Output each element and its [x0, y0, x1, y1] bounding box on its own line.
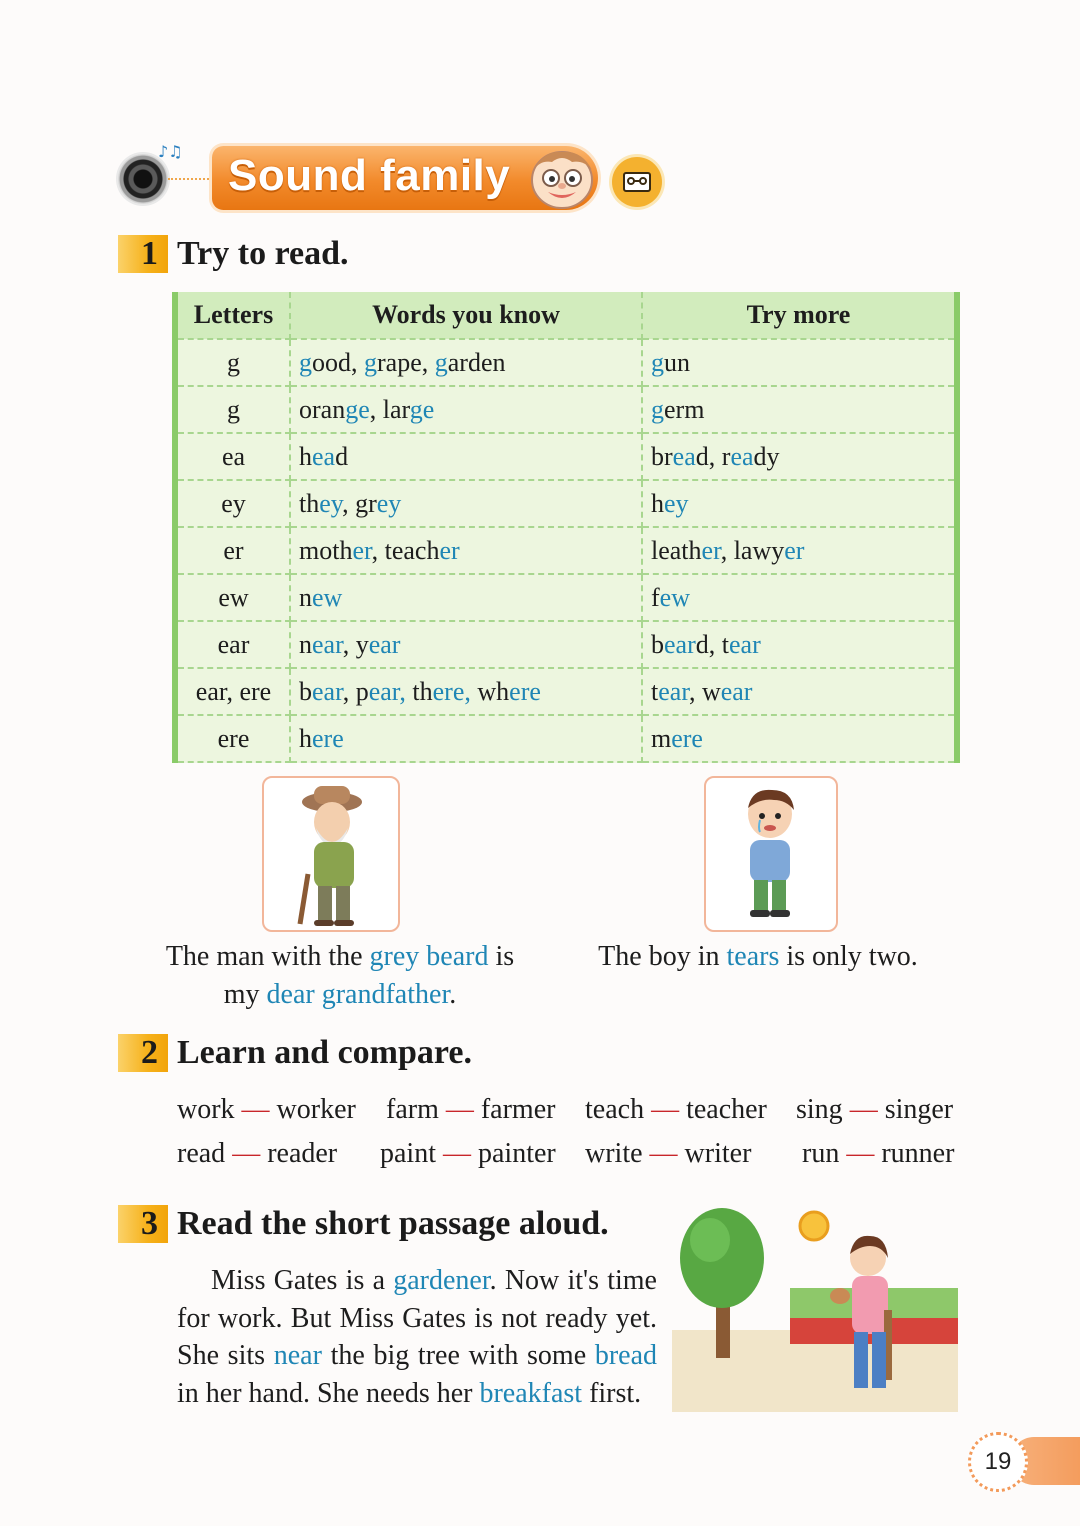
table-row: [178, 574, 954, 621]
try-more-cell: [642, 574, 954, 621]
caption-text: is: [488, 941, 515, 972]
word-highlight: ear: [664, 629, 696, 659]
word-text: b: [651, 629, 664, 659]
compare-pair: [796, 1094, 953, 1126]
word-text: oran: [299, 394, 346, 424]
base-word: farm: [386, 1094, 439, 1125]
words-you-know-cell: [290, 715, 642, 762]
base-word: read: [177, 1138, 226, 1169]
word-text: ood,: [312, 347, 364, 377]
letters-cell: ear, ere: [178, 668, 290, 715]
grandfather-picture: [262, 776, 400, 932]
word-text: th: [299, 488, 320, 518]
sound-table: [172, 292, 960, 763]
passage-paragraph: [177, 1262, 657, 1412]
boy-illustration: [706, 778, 836, 930]
caption-highlight: grey beard: [369, 941, 489, 972]
compare-pair: [386, 1094, 555, 1126]
try-more-cell: [642, 433, 954, 480]
word-highlight: er: [352, 535, 372, 565]
words-you-know-cell: [290, 527, 642, 574]
words-you-know-cell: [290, 621, 642, 668]
words-you-know-cell: [290, 480, 642, 527]
letters-cell: ey: [178, 480, 290, 527]
word-highlight: ere,: [432, 676, 471, 706]
dash-separator: —: [225, 1138, 268, 1169]
garden-illustration: [672, 1200, 958, 1412]
word-text: f: [651, 582, 660, 612]
base-word: paint: [380, 1138, 436, 1169]
cartoon-face-icon: [524, 146, 600, 212]
derived-word: singer: [884, 1094, 954, 1125]
table-row: [178, 715, 954, 762]
letters-cell: ew: [178, 574, 290, 621]
passage-text: first.: [582, 1377, 642, 1409]
word-text: , gr: [342, 488, 377, 518]
word-highlight: ere: [509, 676, 541, 706]
word-highlight: ey: [664, 488, 689, 518]
dash-separator: —: [842, 1094, 885, 1125]
dash-separator: —: [839, 1138, 882, 1169]
word-highlight: ere: [671, 723, 703, 753]
letters-cell: ere: [178, 715, 290, 762]
word-highlight: g: [651, 347, 664, 377]
section-1-title: Try to read.: [177, 235, 349, 272]
word-highlight: ea: [672, 441, 696, 471]
caption-text: .: [449, 979, 457, 1010]
base-word: sing: [796, 1094, 843, 1125]
word-text: , teach: [371, 535, 440, 565]
word-text: , lawy: [720, 535, 785, 565]
derived-word: writer: [684, 1138, 752, 1169]
speaker-icon[interactable]: [118, 154, 168, 204]
try-more-cell: [642, 339, 954, 386]
caption-text: is only two.: [779, 941, 918, 972]
word-text: t: [651, 676, 659, 706]
word-highlight: ear: [368, 629, 401, 659]
compare-pair: [585, 1094, 767, 1126]
caption-text: The man with the: [165, 941, 370, 972]
caption-highlight: tears: [726, 941, 780, 972]
column-header-words-you-know: Words you know: [290, 292, 642, 339]
column-header-try-more: Try more: [642, 292, 954, 339]
derived-word: runner: [881, 1138, 955, 1169]
page-number: 19: [968, 1432, 1028, 1492]
words-you-know-cell: [290, 433, 642, 480]
base-word: work: [177, 1094, 235, 1125]
word-text: rape,: [377, 347, 435, 377]
try-more-cell: [642, 668, 954, 715]
word-text: h: [651, 488, 664, 518]
compare-pair: [177, 1094, 356, 1126]
word-highlight: g: [364, 347, 377, 377]
reading-passage: [177, 1262, 657, 1412]
dash-separator: —: [438, 1094, 481, 1125]
base-word: run: [802, 1138, 840, 1169]
word-text: leath: [651, 535, 702, 565]
table-row: [178, 480, 954, 527]
passage-highlight: bread: [594, 1340, 657, 1371]
word-highlight: g: [299, 347, 312, 377]
word-highlight: er: [439, 535, 460, 565]
try-more-cell: [642, 527, 954, 574]
letters-cell: g: [178, 339, 290, 386]
passage-text: Miss Gates is a: [211, 1265, 394, 1296]
passage-highlight: breakfast: [479, 1377, 583, 1409]
words-you-know-cell: [290, 339, 642, 386]
music-note-icon: ♪♫: [158, 142, 183, 161]
table-row: [178, 527, 954, 574]
table-header-row: [178, 292, 954, 339]
word-text: erm: [664, 394, 705, 424]
compare-pair: [380, 1138, 556, 1170]
try-more-cell: [642, 480, 954, 527]
word-highlight: ew: [312, 582, 343, 612]
derived-word: painter: [478, 1138, 556, 1169]
derived-word: reader: [267, 1138, 338, 1169]
grandfather-caption: [150, 938, 530, 1014]
try-more-cell: [642, 621, 954, 668]
section-2-number: 2: [118, 1034, 168, 1072]
compare-pair: [585, 1138, 751, 1170]
word-highlight: ge: [345, 394, 370, 424]
dash-separator: —: [234, 1094, 277, 1125]
word-highlight: er: [784, 535, 805, 565]
letters-cell: ea: [178, 433, 290, 480]
word-text: , w: [688, 676, 721, 706]
letters-cell: g: [178, 386, 290, 433]
word-highlight: ear: [312, 676, 343, 706]
word-text: moth: [299, 535, 353, 565]
table-row: [178, 386, 954, 433]
table-row: [178, 433, 954, 480]
word-text: n: [299, 629, 312, 659]
word-text: d: [335, 441, 349, 471]
table-row: [178, 339, 954, 386]
word-text: , lar: [369, 394, 410, 424]
table-row: [178, 668, 954, 715]
try-more-cell: [642, 386, 954, 433]
table-body: [178, 339, 954, 762]
passage-text: in her hand. She needs her: [177, 1377, 480, 1409]
column-header-letters: Letters: [178, 292, 290, 339]
word-text: th: [405, 676, 433, 706]
words-you-know-cell: [290, 574, 642, 621]
derived-word: farmer: [480, 1094, 556, 1125]
word-text: br: [651, 441, 673, 471]
section-1-number: 1: [118, 235, 168, 273]
word-text: , p: [342, 676, 369, 706]
word-highlight: ear,: [368, 676, 406, 706]
section-3-number: 3: [118, 1205, 168, 1243]
word-highlight: ge: [409, 394, 435, 424]
section-2-title: Learn and compare.: [177, 1034, 472, 1071]
word-text: d, r: [695, 441, 731, 471]
word-text: arden: [447, 347, 506, 377]
try-more-cell: [642, 715, 954, 762]
cassette-icon: [612, 157, 662, 207]
base-word: write: [585, 1138, 643, 1169]
word-text: d, t: [695, 629, 729, 659]
table-row: [178, 621, 954, 668]
word-highlight: g: [651, 394, 664, 424]
sound-table-grid: [178, 292, 954, 763]
boy-picture: [704, 776, 838, 932]
word-highlight: ear: [658, 676, 689, 706]
word-highlight: ear: [728, 629, 761, 659]
word-text: h: [299, 723, 312, 753]
word-text: wh: [470, 676, 510, 706]
word-text: dy: [753, 441, 780, 471]
word-text: m: [651, 723, 672, 753]
base-word: teach: [585, 1094, 645, 1125]
boy-caption: [584, 938, 932, 976]
passage-highlight: gardener: [393, 1265, 490, 1296]
word-highlight: ea: [730, 441, 754, 471]
letters-cell: er: [178, 527, 290, 574]
word-highlight: ey: [319, 488, 343, 518]
dash-separator: —: [644, 1094, 687, 1125]
caption-text: The boy in: [598, 941, 727, 972]
word-text: un: [664, 347, 690, 377]
section-3-title: Read the short passage aloud.: [177, 1205, 609, 1242]
passage-highlight: near: [273, 1340, 322, 1371]
dash-separator: —: [642, 1138, 685, 1169]
grandfather-illustration: [264, 778, 398, 930]
page-title: Sound family: [228, 151, 511, 200]
word-text: , y: [342, 629, 369, 659]
passage-text: the big tree with some: [321, 1340, 595, 1371]
letters-cell: ear: [178, 621, 290, 668]
passage-text: . Now it's time for work. But Miss Gates is not ready yet. She sits: [177, 1265, 657, 1371]
derived-word: worker: [276, 1094, 356, 1125]
word-highlight: ey: [376, 488, 402, 518]
compare-pair: [177, 1138, 337, 1170]
word-highlight: g: [434, 347, 448, 377]
speaker-dotted-line: [168, 178, 212, 180]
dash-separator: —: [436, 1138, 478, 1169]
caption-highlight: dear grandfather: [266, 979, 450, 1010]
word-highlight: ew: [659, 582, 690, 612]
caption-text: my: [223, 979, 267, 1010]
word-highlight: ea: [312, 441, 336, 471]
word-text: n: [299, 582, 312, 612]
word-text: h: [299, 441, 312, 471]
cassette-audio-button[interactable]: [612, 157, 662, 207]
compare-pair: [802, 1138, 954, 1170]
words-you-know-cell: [290, 668, 642, 715]
words-you-know-cell: [290, 386, 642, 433]
derived-word: teacher: [686, 1094, 767, 1125]
word-text: b: [299, 676, 312, 706]
word-highlight: ere: [312, 723, 344, 753]
word-highlight: ear: [720, 676, 753, 706]
word-highlight: ear: [312, 629, 343, 659]
word-highlight: er: [701, 535, 721, 565]
